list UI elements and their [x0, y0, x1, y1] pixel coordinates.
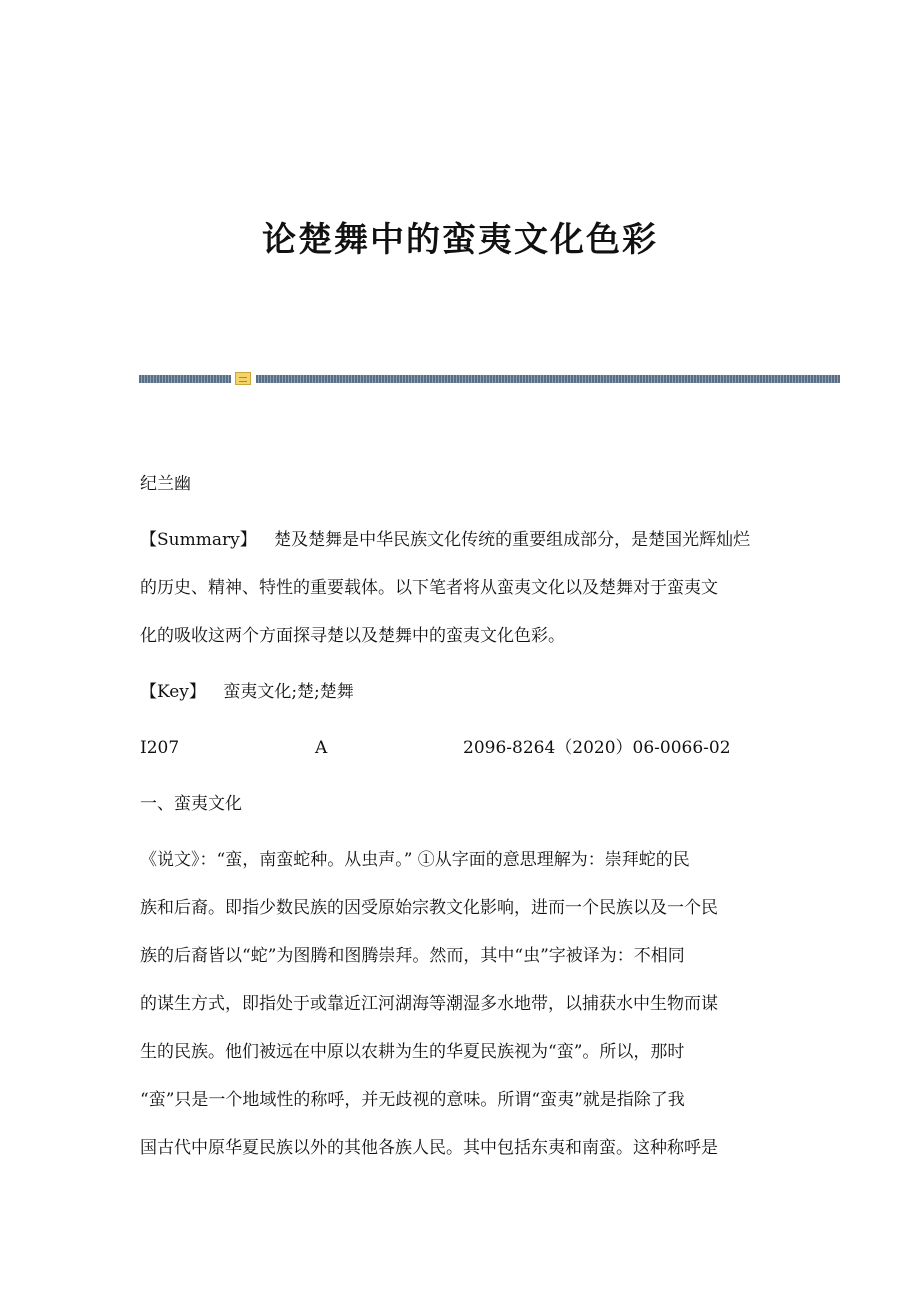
body-line-5: 生的民族。他们被远在中原以农耕为生的华夏民族视为“蛮”。所以，那时	[140, 1042, 685, 1062]
title-divider	[139, 375, 840, 383]
body-line-7: 国古代中原华夏民族以外的其他各族人民。其中包括东夷和南蛮。这种称呼是	[140, 1138, 718, 1158]
author: 纪兰幽	[140, 474, 191, 494]
body-line-1: 《说文》：“蛮，南蛮蛇种。从虫声。” ①从字面的意思理解为：崇拜蛇的民	[140, 850, 690, 870]
body-line-6: “蛮”只是一个地域性的称呼，并无歧视的意味。所谓“蛮夷”就是指除了我	[140, 1090, 685, 1110]
summary-line-3: 化的吸收这两个方面探寻楚以及楚舞中的蛮夷文化色彩。	[140, 626, 565, 646]
keywords	[140, 682, 354, 702]
divider-right-segment	[256, 375, 840, 383]
article-id: 2096-8264（2020）06-0066-02	[463, 738, 731, 758]
keywords-label: 【Key】	[140, 682, 206, 702]
summary-text-1: 楚及楚舞是中华民族文化传统的重要组成部分，是楚国光辉灿烂	[274, 530, 751, 550]
body-line-4: 的谋生方式，即指处于或靠近江河湖海等潮湿多水地带，以捕获水中生物而谋	[140, 994, 718, 1014]
divider-left-segment	[139, 375, 231, 383]
document-code: A	[315, 738, 328, 758]
summary-line-1	[140, 530, 750, 550]
article-meta	[140, 738, 780, 758]
page-title: 论楚舞中的蛮夷文化色彩	[262, 220, 658, 260]
body-line-2: 族和后裔。即指少数民族的因受原始宗教文化影响，进而一个民族以及一个民	[140, 898, 718, 918]
body-line-3: 族的后裔皆以“蛇”为图腾和图腾崇拜。然而，其中“虫”字被译为：不相同	[140, 946, 685, 966]
classification-code: I207	[140, 738, 180, 758]
section-heading: 一、蛮夷文化	[140, 794, 242, 814]
divider-emblem-icon	[235, 372, 251, 385]
keywords-value: 蛮夷文化;楚;楚舞	[223, 682, 354, 702]
summary-line-2: 的历史、精神、特性的重要载体。以下笔者将从蛮夷文化以及楚舞对于蛮夷文	[140, 578, 718, 598]
summary-label: 【Summary】	[140, 530, 257, 550]
